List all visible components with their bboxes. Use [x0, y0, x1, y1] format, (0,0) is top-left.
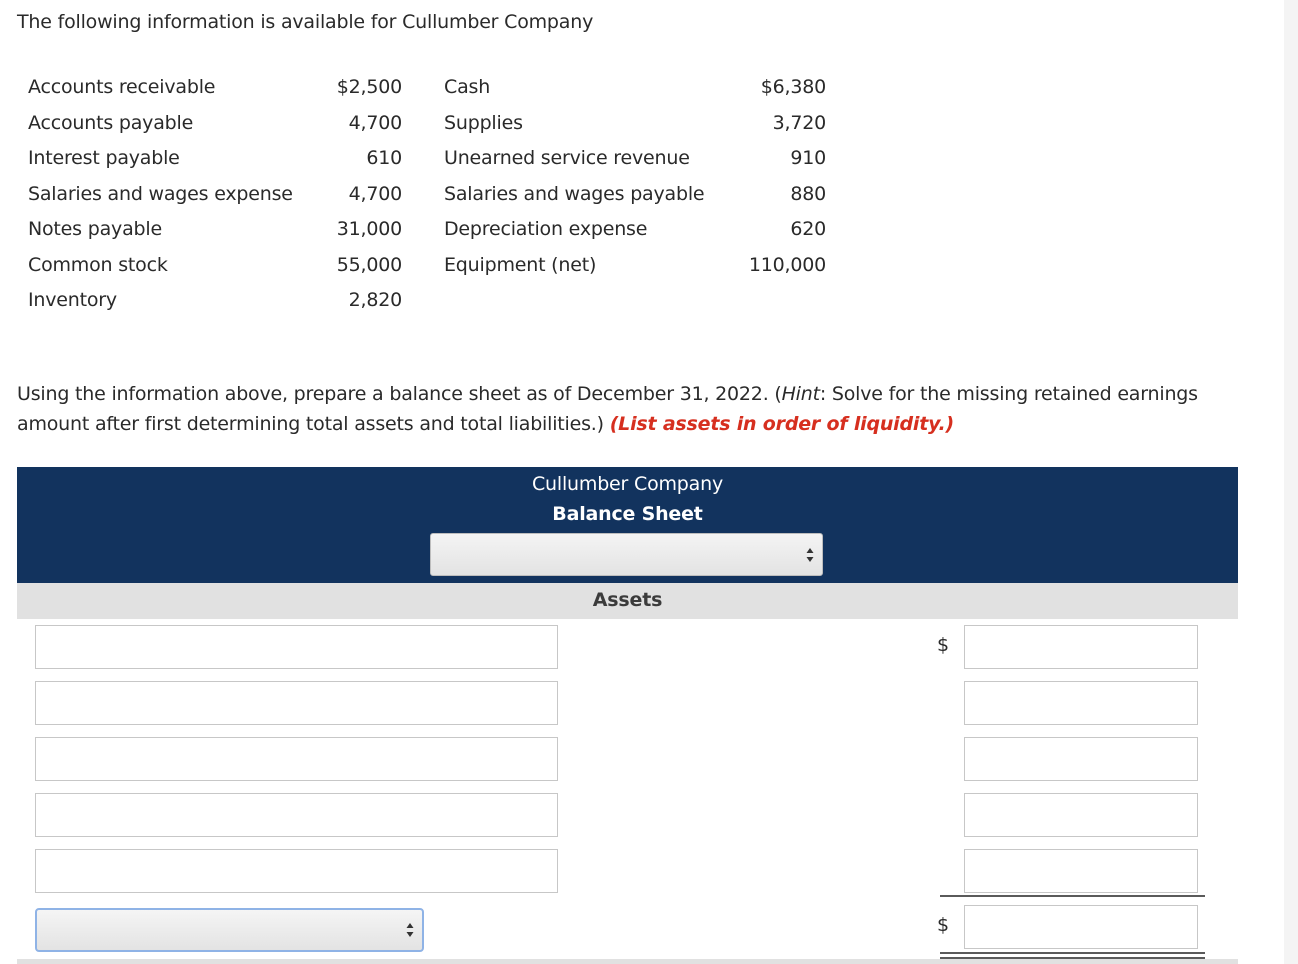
amount-input[interactable] [964, 793, 1198, 837]
amount-input[interactable] [964, 681, 1198, 725]
account-value: 4,700 [348, 112, 402, 134]
amount-input[interactable] [964, 625, 1198, 669]
account-value: 4,700 [348, 183, 402, 205]
amount-input[interactable] [964, 849, 1198, 893]
account-label: Equipment (net) [444, 254, 597, 276]
account-value: 610 [366, 147, 402, 169]
total-double-rule [940, 952, 1205, 959]
accounts-row [0, 179, 900, 209]
instruction-text [17, 379, 1247, 439]
assets-section-header [17, 583, 1238, 619]
account-label: Accounts payable [28, 112, 194, 134]
statement-title: Balance Sheet [552, 503, 703, 525]
total-amount-input[interactable] [964, 905, 1198, 949]
balance-sheet-header [17, 467, 1238, 583]
date-select[interactable] [430, 533, 823, 576]
section-footer [17, 959, 1238, 964]
intro-text: The following information is available for Cullumber Company [17, 11, 594, 33]
account-name-input[interactable] [35, 793, 558, 837]
account-value: 31,000 [336, 218, 402, 240]
instruction-part: : Solve for the missing retained earnings amount after first determining total assets and total liabilities.) [17, 383, 1198, 435]
dollar-sign: $ [937, 914, 950, 936]
account-value: 3,720 [772, 112, 826, 134]
account-value: 2,820 [348, 289, 402, 311]
scrollbar-gutter[interactable] [1284, 0, 1298, 964]
account-name-input[interactable] [35, 625, 558, 669]
accounts-row [0, 108, 900, 138]
accounts-row [0, 72, 900, 102]
account-label: Inventory [28, 289, 117, 311]
hint-label: Hint [781, 383, 820, 405]
accounts-row [0, 143, 900, 173]
instruction-part: Using the information above, prepare a balance sheet as of December 31, 2022. ( [17, 383, 782, 405]
account-label: Cash [444, 76, 491, 98]
accounts-row [0, 214, 900, 244]
amount-input[interactable] [964, 737, 1198, 781]
account-label: Accounts receivable [28, 76, 216, 98]
account-label: Depreciation expense [444, 218, 648, 240]
account-name-input[interactable] [35, 737, 558, 781]
section-label: Assets [592, 589, 663, 611]
account-value: 110,000 [748, 254, 826, 276]
account-value: $2,500 [336, 76, 402, 98]
liquidity-note: (List assets in order of liquidity.) [609, 413, 955, 435]
dollar-sign: $ [937, 634, 950, 656]
account-label: Notes payable [28, 218, 162, 240]
account-label: Salaries and wages payable [444, 183, 705, 205]
account-value: $6,380 [760, 76, 826, 98]
account-value: 910 [790, 147, 826, 169]
account-name-input[interactable] [35, 681, 558, 725]
account-label: Supplies [444, 112, 523, 134]
company-name: Cullumber Company [531, 473, 723, 495]
account-label: Salaries and wages expense [28, 183, 293, 205]
account-value: 620 [790, 218, 826, 240]
total-label-select[interactable] [35, 908, 424, 952]
subtotal-rule [940, 895, 1205, 897]
account-name-input[interactable] [35, 849, 558, 893]
accounts-row [0, 285, 900, 315]
account-label: Interest payable [28, 147, 180, 169]
updown-arrows-icon [406, 922, 414, 938]
account-value: 880 [790, 183, 826, 205]
accounts-row [0, 250, 900, 280]
updown-arrows-icon [806, 547, 814, 563]
account-label: Unearned service revenue [444, 147, 690, 169]
account-value: 55,000 [336, 254, 402, 276]
account-label: Common stock [28, 254, 168, 276]
